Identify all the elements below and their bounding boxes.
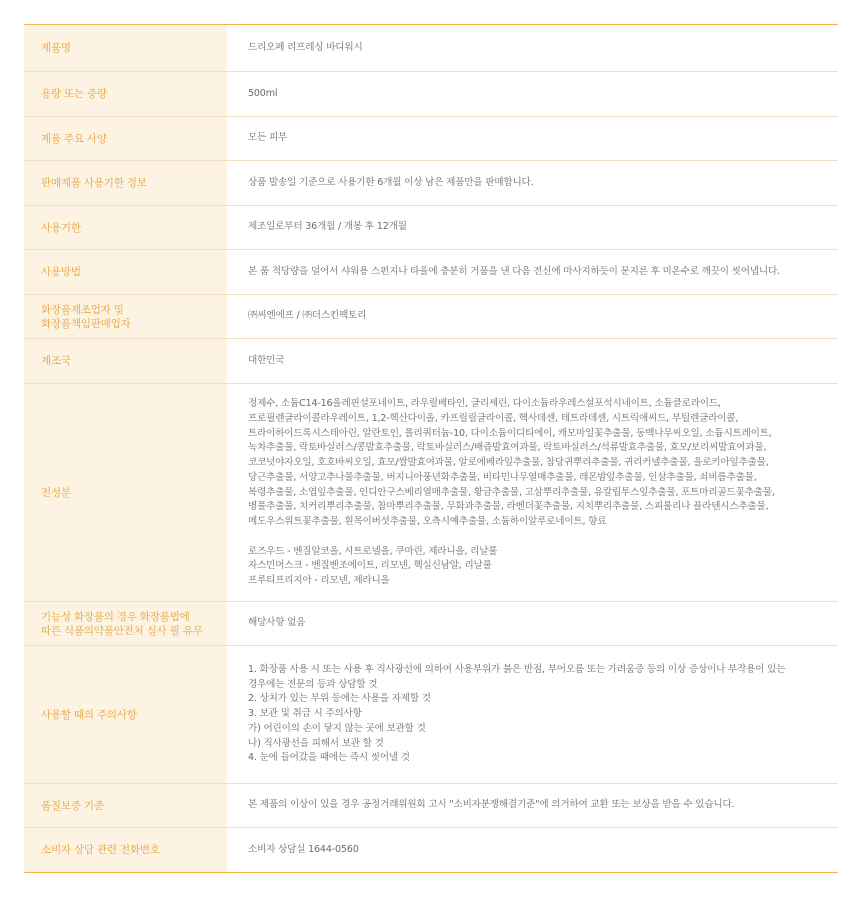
fragrance-line: 로즈우드 - 벤질알코올, 시트로넬올, 쿠마린, 제라니올, 리날룰 [248,545,498,557]
ingredient-line: 프로필렌글라이콜라우레이트, 1,2-헥산다이올, 카프릴릴글라이콜, 헥사데센, 테트라데센, 시트릭애씨드, 부틸렌글라이콜, [248,412,739,424]
label-spec: 제품 주요 사양 [24,117,227,161]
value-spec: 모든 피부 [248,132,288,144]
table-row-spec [24,117,838,161]
label-expiry-info: 판매제품 사용기한 정보 [24,161,227,206]
caution-line: 가) 어린이의 손이 닿지 않는 곳에 보관할 것 [248,722,426,734]
value-functional-review: 해당사항 없음 [248,617,306,629]
fragrance-line: 프루티프리지아 - 리모넨, 제라니올 [248,575,390,587]
product-info-table [24,24,838,873]
value-country: 대한민국 [248,354,285,366]
caution-line: 1. 화장품 사용 시 또는 사용 후 직사광선에 의하여 사용부위가 붉은 반점, 부어오름 또는 가려움증 등의 이상 증상이나 부작용이 있는 [248,664,786,676]
value-usage: 본 품 적당량을 덜어서 샤워용 스펀지나 타올에 충분히 거품을 낸 다음 전신에 마사지하듯이 문지른 후 미온수로 깨끗이 씻어냅니다. [248,265,780,277]
ingredient-line: 메도우스위트꽃추출물, 흰목이버섯추출물, 오측시예추출물, 소듐하이알루로네이트, 향료 [248,515,607,527]
table-row-quality [24,784,838,828]
caution-line: 3. 보관 및 취급 시 주의사항 [248,708,362,720]
ingredient-line: 당근추출물, 서양고추나물추출물, 버지니아풍년화추출물, 비타민나무열매추출물, 레몬밤잎추출물, 인삼추출물, 쇠비름추출물, [248,471,757,483]
table-row-product-name [24,25,838,72]
ingredient-line: 병풀추출물, 치커리뿌리추출물, 참마뿌리추출물, 무화과추출물, 라벤더꽃추출물, 지치뿌리추출물, 스피룰리나 플라텐시스추출물, [248,501,769,513]
label-line: 화장품제조업자 및 [41,303,124,316]
value-manufacturer: ㈜씨엔에프 / ㈜더스킨팩토리 [248,310,367,322]
caution-line: 2. 상처가 있는 부위 등에는 사용을 자제할 것 [248,693,431,705]
label-line: 따른 식품의약품안전처 심사 필 유무 [41,624,203,637]
table-row-expiry-info [24,161,838,206]
label-caution: 사용할 때의 주의사항 [24,646,227,784]
label-line: 기능성 화장품의 경우 화장품법에 [41,610,190,623]
value-contact: 소비자 상담실 1644-0560 [248,843,359,855]
table-row-ingredients [24,384,838,602]
table-row-country [24,339,838,384]
table-row-caution [24,646,838,784]
fragrance-line: 자스민머스크 - 벤질벤조에이트, 리모넨, 헥실신남알, 리날룰 [248,560,492,572]
table-row-volume [24,72,838,117]
ingredient-line: 녹차추출물, 락토바실러스/콩발효추출물, 락토바실러스/배즙발효여과물, 락토바실러스/석류발효추출물, 효모/보리씨발효여과물, [248,442,767,454]
label-volume: 용량 또는 중량 [24,72,227,117]
label-ingredients: 전성분 [24,384,227,602]
ingredient-line: 정제수, 소듐C14-16올레핀설포네이트, 라우릴베타인, 글리세린, 다이소듐라우레스설포석시네이트, 소듐클로라이드, [248,398,721,410]
table-row-manufacturer [24,295,838,339]
value-ingredients [227,384,838,602]
label-product-name: 제품명 [24,25,227,72]
product-info-section [24,24,838,873]
label-contact: 소비자 상담 관련 전화번호 [24,828,227,873]
label-manufacturer [24,295,227,339]
table-row-functional-review [24,602,838,646]
caution-line: 경우에는 전문의 등과 상담할 것 [248,678,378,690]
ingredient-line: 복령추출물, 소엽잎추출물, 인디안구스베리열매추출물, 황금추출물, 고삼뿌리추출물, 유칼립투스잎추출물, 포트마리골드꽃추출물, [248,486,775,498]
spacer [248,530,826,545]
label-country: 제조국 [24,339,227,384]
table-row-expiry [24,206,838,250]
value-product-name: 드리오페 리프레싱 바디워시 [248,41,363,53]
value-volume: 500ml [248,87,278,99]
table-row-usage [24,250,838,295]
caution-line: 나) 직사광선을 피해서 보관 할 것 [248,737,384,749]
caution-line: 4. 눈에 들어갔을 때에는 즉시 씻어낼 것 [248,752,410,764]
table-row-contact [24,828,838,873]
label-expiry: 사용기한 [24,206,227,250]
value-quality: 본 제품의 이상이 있을 경우 공정거래위원회 고시 "소비자분쟁해결기준"에 의거하여 교환 또는 보상을 받을 수 있습니다. [248,799,735,811]
ingredient-line: 코코넛야자오일, 호호바씨오일, 효모/쌀발효여과물, 알로에베라잎추출물, 참당귀뿌리추출물, 귀리커넬추출물, 올로키아잎추출물, [248,457,769,469]
value-caution [227,646,838,784]
label-quality: 품질보증 기준 [24,784,227,828]
value-expiry-info: 상품 발송일 기준으로 사용기한 6개월 이상 남은 제품만을 판매합니다. [248,176,534,188]
ingredient-line: 트라이하이드록시스테아린, 알란토인, 폴리쿼터늄-10, 다이소듐이디티에이, 캐모마일꽃추출물, 동백나무씨오일, 소듐시트레이트, [248,427,772,439]
label-line: 화장품책임판매업자 [41,317,131,330]
label-functional-review [24,602,227,646]
label-usage: 사용방법 [24,250,227,295]
value-expiry: 제조일로부터 36개월 / 개봉 후 12개월 [248,221,407,233]
